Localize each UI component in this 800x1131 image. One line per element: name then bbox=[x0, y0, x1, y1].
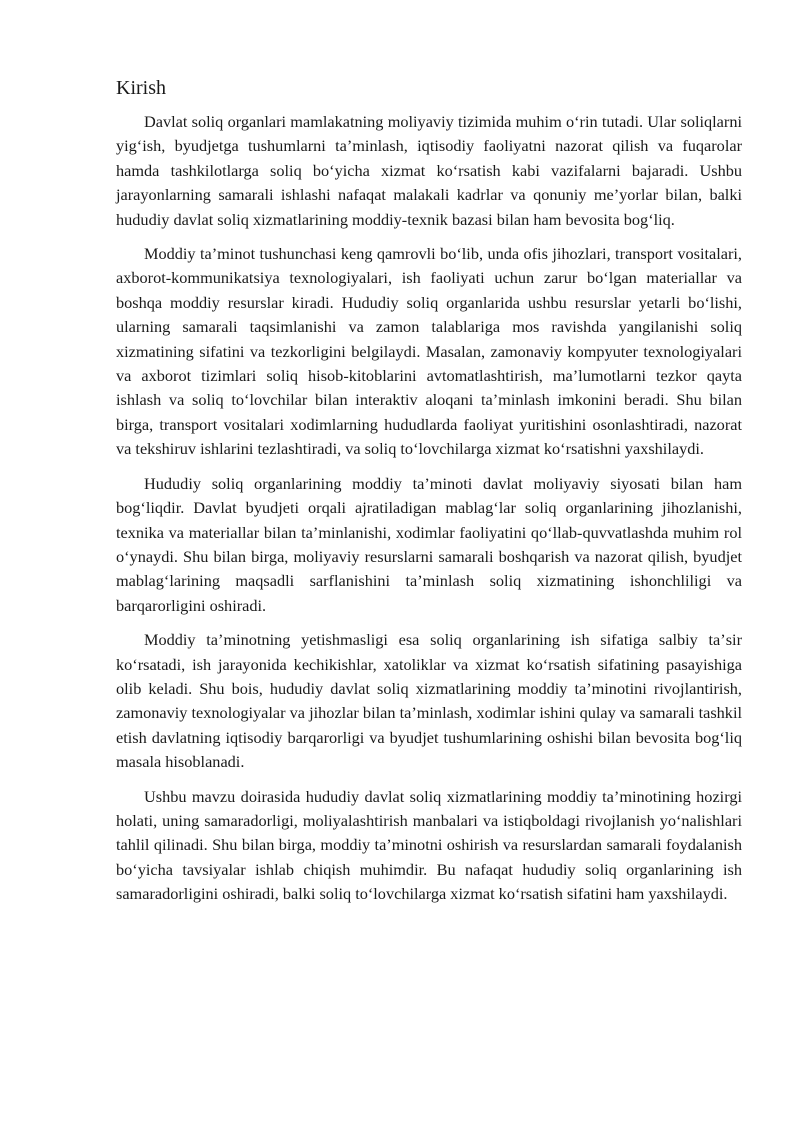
section-title: Kirish bbox=[116, 77, 166, 99]
document-page bbox=[116, 74, 742, 917]
paragraph-3: Hududiy soliq organlarining moddiy taʼminoti davlat moliyaviy siyosati bilan ham bogʻliqdir. Davlat byudjeti orqali ajratiladigan mablagʻlar soliq organlarining jihozlanishi, texnika va materiallar bilan taʼminlanishi, xodimlar faoliyatini qoʻllab-quvvatlashda muhim rol oʻynaydi. Shu bilan birga, moliyaviy resurslarni samarali boshqarish va nazorat qilish, byudjet mablagʻlarining maqsadli sarflanishini taʼminlash soliq xizmatining ishonchliligi va barqarorligini oshiradi. bbox=[116, 473, 742, 615]
paragraph-4: Moddiy taʼminotning yetishmasligi esa soliq organlarining ish sifatiga salbiy taʼsir koʻrsatadi, ish jarayonida kechikishlar, xatoliklar va xizmat koʻrsatish sifatining pasayishiga olib keladi. Shu bois, hududiy davlat soliq xizmatlarining moddiy taʼminotini rivojlantirish, zamonaviy texnologiyalar va jihozlar bilan taʼminlash, xodimlar ishini qulay va samarali tashkil etish davlatning iqtisodiy barqarorligi va byudjet tushumlarining oshishi bilan bevosita bogʻliq masala hisoblanadi. bbox=[116, 630, 742, 772]
paragraph-1: Davlat soliq organlari mamlakatning moliyaviy tizimida muhim oʻrin tutadi. Ular soliqlarni yigʻish, byudjetga tushumlarni taʼminlash, iqtisodiy faoliyatni nazorat qilish va fuqarolar hamda tashkilotlarga soliq boʻyicha xizmat koʻrsatish kabi vazifalarni bajaradi. Ushbu jarayonlarning samarali ishlashi nafaqat malakali kadrlar va qonuniy meʼyorlar bilan, balki hududiy davlat soliq xizmatlarining moddiy-texnik bazasi bilan ham bevosita bogʻliq. bbox=[116, 112, 742, 229]
paragraph-5: Ushbu mavzu doirasida hududiy davlat soliq xizmatlarining moddiy taʼminotining hozirgi holati, uning samaradorligi, moliyalashtirish manbalari va istiqboldagi rivojlanish yoʻnalishlari tahlil qilinadi. Shu bilan birga, moddiy taʼminotni oshirish va resurslardan samarali foydalanish boʻyicha tavsiyalar ishlab chiqish muhimdir. Bu nafaqat hududiy soliq organlarining ish samaradorligini oshiradi, balki soliq toʻlovchilarga xizmat koʻrsatish sifatini ham yaxshilaydi. bbox=[116, 786, 742, 904]
paragraph-2: Moddiy taʼminot tushunchasi keng qamrovli boʻlib, unda ofis jihozlari, transport vositalari, axborot-kommunikatsiya texnologiyalari, ish faoliyati uchun zarur boʻlgan materiallar va boshqa moddiy resurslar kiradi. Hududiy soliq organlarida ushbu resurslar yetarli boʻlishi, ularning samarali taqsimlanishi va zamon talablariga mos ravishda yangilanishi soliq xizmatining sifatini va tezkorligini belgilaydi. Masalan, zamonaviy kompyuter texnologiyalari va axborot tizimlari soliq hisob-kitoblarini avtomatlashtirish, maʼlumotlarni tezkor qayta ishlash va soliq toʻlovchilar bilan interaktiv aloqani taʼminlash imkonini beradi. Shu bilan birga, transport vositalari xodimlarning hududlarda faoliyat yuritishini osonlashtiradi, nazorat va tekshiruv ishlarini tezlashtiradi, va soliq toʻlovchilarga xizmat koʻrsatishni yaxshilaydi. bbox=[116, 244, 742, 459]
